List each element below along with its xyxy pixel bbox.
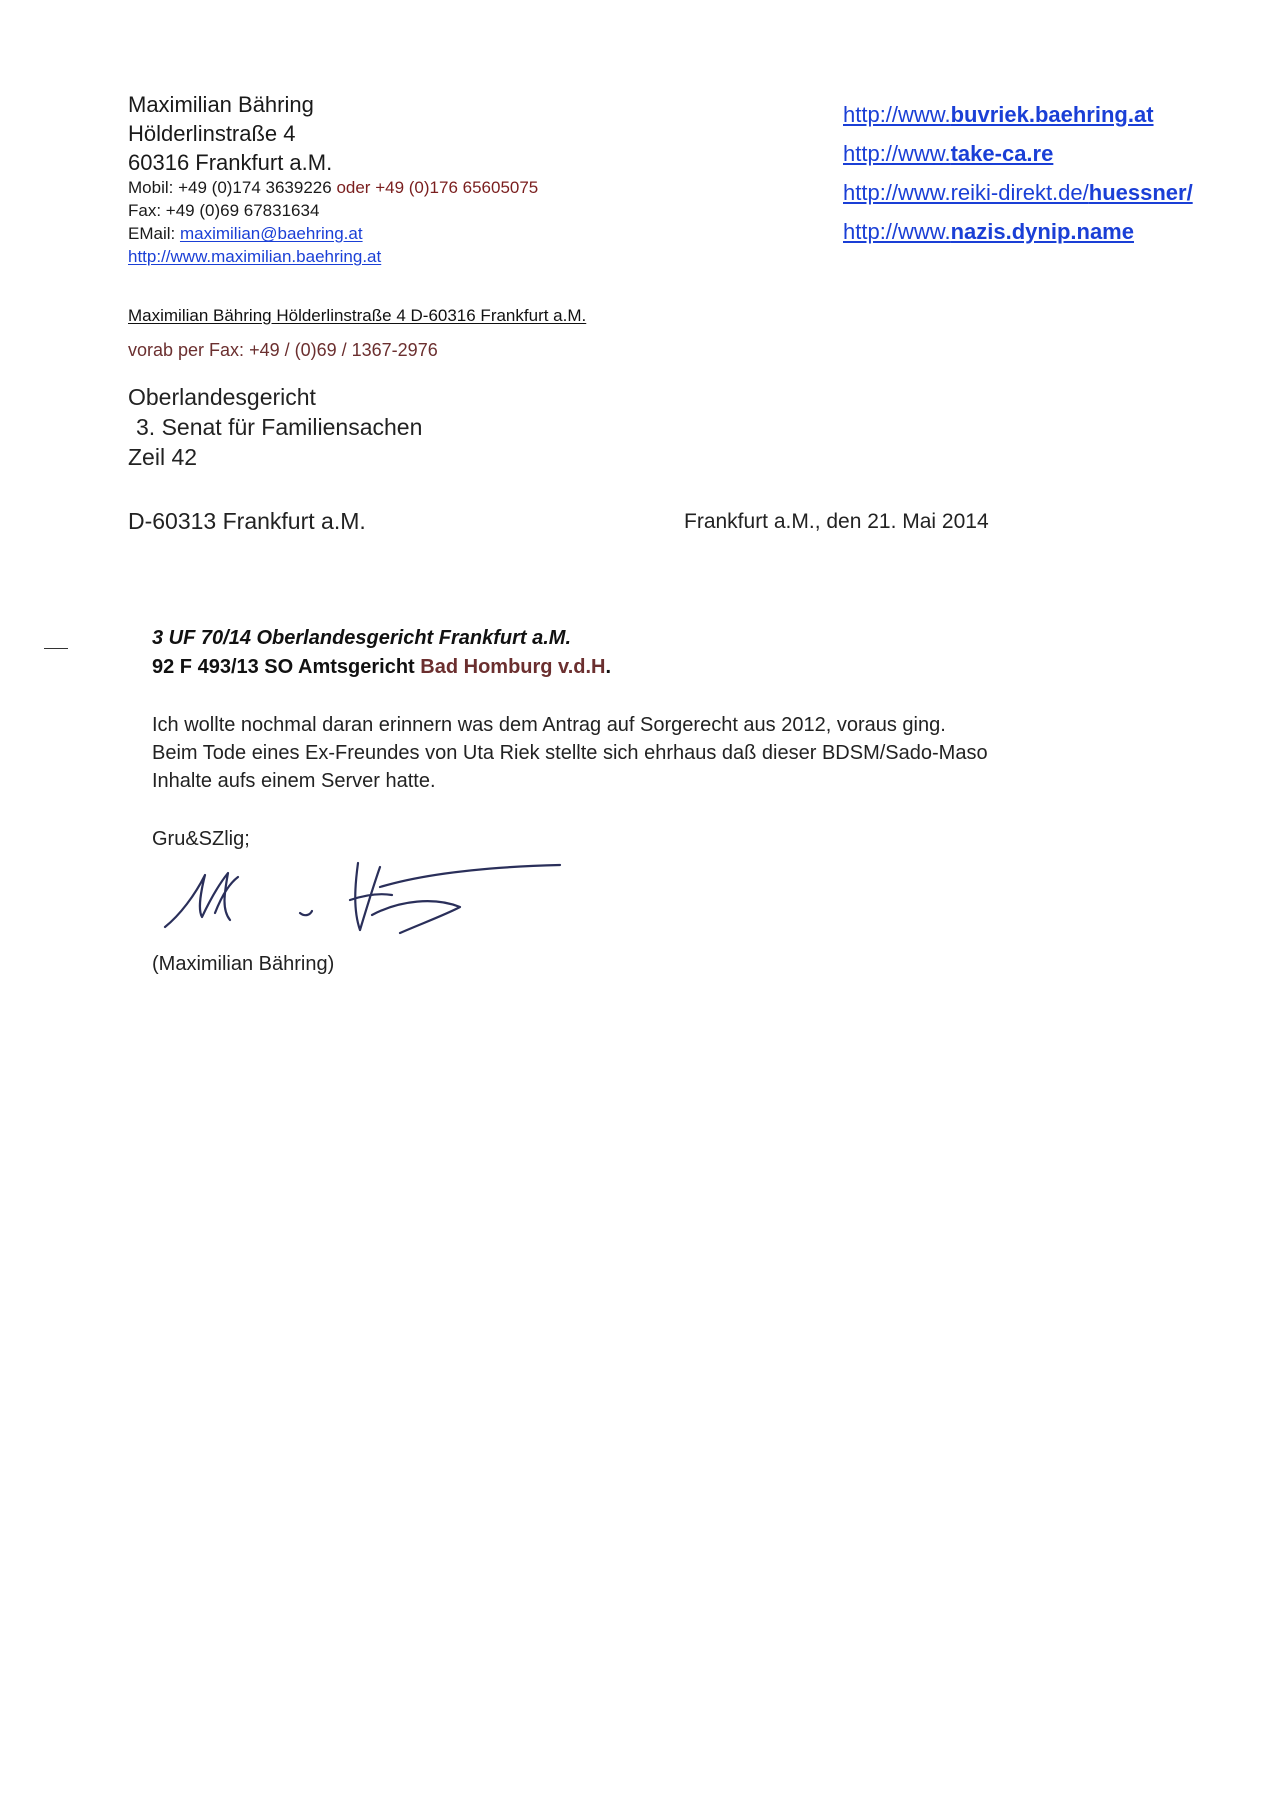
email-link[interactable]: maximilian@baehring.at	[179, 224, 363, 243]
reference-suffix: .	[605, 656, 612, 678]
return-address: Maximilian Bähring Hölderlinstraße 4 D-60316 Frankfurt a.M.	[128, 306, 587, 325]
sender-name: Maximilian Bähring	[128, 92, 314, 117]
fold-mark	[44, 648, 68, 649]
link-main: buvriek.baehring.at	[950, 102, 1154, 127]
link-main: take-ca.re	[950, 141, 1054, 166]
sender-fax-line	[128, 199, 319, 222]
right-link-reiki[interactable]	[843, 180, 1193, 206]
mobile-number-2: +49 (0)176 65605075	[375, 178, 539, 197]
website-link[interactable]: http://www.maximilian.baehring.at	[128, 247, 382, 266]
right-link-nazis[interactable]	[843, 219, 1134, 245]
link-prefix: http://www.	[843, 102, 951, 127]
mobile-or: oder	[336, 178, 371, 197]
mobile-number-1: +49 (0)174 3639226	[178, 178, 332, 197]
recipient-street: Zeil 42	[128, 444, 198, 470]
link-prefix: http://www.reiki-direkt.de/	[843, 180, 1089, 205]
reference-line-2	[152, 653, 611, 681]
reference-line-1: 3 UF 70/14 Oberlandesgericht Frankfurt a.M.	[152, 627, 572, 649]
right-link-take-care[interactable]	[843, 141, 1053, 167]
recipient-city: D-60313 Frankfurt a.M.	[128, 508, 366, 534]
mobile-label: Mobil:	[128, 178, 174, 197]
signature-image	[160, 855, 580, 945]
date-line: Frankfurt a.M., den 21. Mai 2014	[684, 510, 989, 533]
link-prefix: http://www.	[843, 219, 951, 244]
sender-email-line	[128, 222, 363, 245]
sender-website-line	[128, 245, 381, 268]
recipient-senate: 3. Senat für Familiensachen	[136, 414, 423, 440]
fax-advance-number: +49 / (0)69 / 1367-2976	[249, 340, 438, 360]
sender-street: Hölderlinstraße 4	[128, 121, 296, 146]
fax-advance-label: vorab per Fax:	[128, 340, 245, 360]
body-line-1: Ich wollte nochmal daran erinnern was dem Antrag auf Sorgerecht aus 2012, voraus ging.	[152, 714, 946, 736]
reference-place: Bad Homburg v.d.H	[420, 656, 606, 678]
sender-city: 60316 Frankfurt a.M.	[128, 150, 333, 175]
recipient-court: Oberlandesgericht	[128, 384, 316, 410]
email-label: EMail:	[128, 224, 176, 243]
fax-label: Fax:	[128, 201, 162, 220]
fax-advance-line	[128, 340, 438, 361]
right-link-buvriek[interactable]	[843, 102, 1154, 128]
body-line-2: Beim Tode eines Ex-Freundes von Uta Riek stellte sich ehrhaus daß dieser BDSM/Sado-Maso	[152, 742, 988, 764]
closing: Gru&SZlig;	[152, 828, 250, 850]
signature-name: (Maximilian Bähring)	[152, 953, 335, 975]
reference-case: 92 F 493/13 SO Amtsgericht	[152, 656, 415, 678]
link-prefix: http://www.	[843, 141, 951, 166]
sender-mobile-line	[128, 176, 538, 199]
link-main: huessner/	[1088, 180, 1193, 205]
body-line-3: Inhalte aufs einem Server hatte.	[152, 770, 436, 792]
link-main: nazis.dynip.name	[950, 219, 1134, 244]
fax-number: +49 (0)69 67831634	[165, 201, 320, 220]
